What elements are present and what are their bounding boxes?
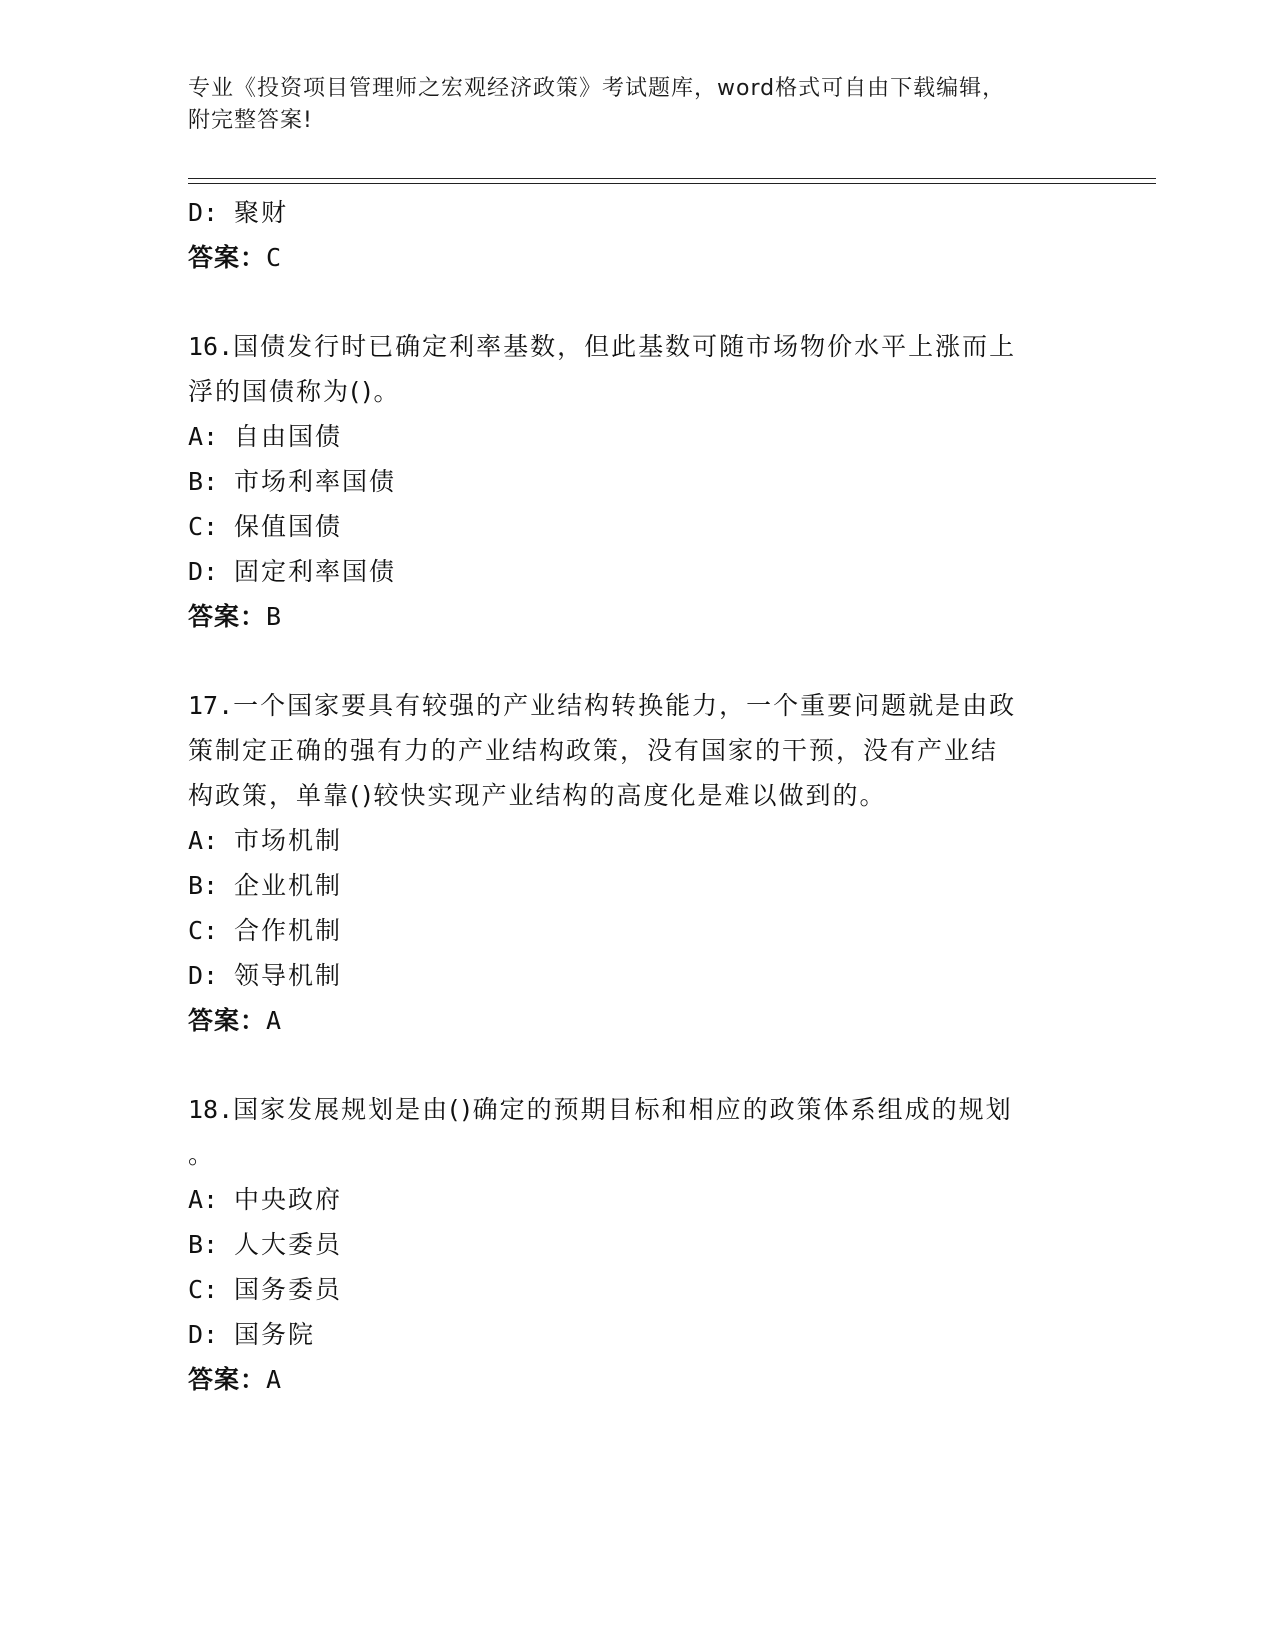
answer-value: C <box>266 243 283 272</box>
option-text: 固定利率国债 <box>234 557 397 586</box>
question-number: 18. <box>188 1095 234 1124</box>
option-text: 领导机制 <box>234 961 343 990</box>
stem-text: 。 <box>188 1140 216 1169</box>
answer-value: A <box>266 1365 283 1394</box>
option-text: 市场利率国债 <box>234 467 397 496</box>
option-letter: B: <box>188 1230 219 1259</box>
option-text: 企业机制 <box>234 871 343 900</box>
question-number: 17. <box>188 691 234 720</box>
option-d <box>188 549 1088 594</box>
question-stem-line <box>188 1087 1088 1132</box>
option-text: 国务委员 <box>234 1275 343 1304</box>
stem-text: 策制定正确的强有力的产业结构政策，没有国家的干预，没有产业结 <box>188 736 999 765</box>
answer-value: B <box>266 602 283 631</box>
question-stem-line <box>188 773 1088 818</box>
option-text: 合作机制 <box>234 916 343 945</box>
answer-line <box>188 998 1088 1043</box>
question-stem-line <box>188 728 1088 773</box>
option-d <box>188 953 1088 998</box>
option-c <box>188 504 1088 549</box>
option-text: 保值国债 <box>234 512 343 541</box>
stem-text: 国家发展规划是由()确定的预期目标和相应的政策体系组成的规划 <box>233 1095 1013 1124</box>
question-stem-line <box>188 369 1088 414</box>
stem-text: 浮的国债称为()。 <box>188 377 401 406</box>
option-a <box>188 818 1088 863</box>
option-letter: D: <box>188 961 219 990</box>
option-b <box>188 863 1088 908</box>
answer-line <box>188 235 1088 280</box>
answer-label: 答案： <box>188 1006 267 1035</box>
answer-label: 答案： <box>188 602 267 631</box>
option-letter: A: <box>188 422 219 451</box>
stem-text: 国债发行时已确定利率基数，但此基数可随市场物价水平上涨而上 <box>233 332 1017 361</box>
option-b <box>188 1222 1088 1267</box>
option-b <box>188 459 1088 504</box>
question-stem-line <box>188 324 1088 369</box>
question-16 <box>188 324 1088 639</box>
option-c <box>188 1267 1088 1312</box>
question-17 <box>188 683 1088 1043</box>
question-stem-line <box>188 1132 1088 1177</box>
option-text: 中央政府 <box>234 1185 343 1214</box>
option-c <box>188 908 1088 953</box>
option-letter: A: <box>188 1185 219 1214</box>
option-text: 国务院 <box>234 1320 316 1349</box>
question-number: 16. <box>188 332 234 361</box>
header-line-2: 附完整答案! <box>188 108 313 133</box>
stem-text: 一个国家要具有较强的产业结构转换能力，一个重要问题就是由政 <box>233 691 1017 720</box>
answer-label: 答案： <box>188 1365 267 1394</box>
option-text: 聚财 <box>234 198 289 227</box>
answer-line <box>188 1357 1088 1402</box>
question-stem-line <box>188 683 1088 728</box>
option-letter: D: <box>188 1320 219 1349</box>
question-18 <box>188 1087 1088 1402</box>
page-header <box>188 73 1068 137</box>
answer-line <box>188 594 1088 639</box>
header-rule-top <box>188 178 1156 179</box>
option-text: 市场机制 <box>234 826 343 855</box>
option-text: 自由国债 <box>234 422 343 451</box>
option-d <box>188 190 1088 235</box>
option-letter: B: <box>188 467 219 496</box>
option-letter: A: <box>188 826 219 855</box>
header-rule-bottom <box>188 183 1156 184</box>
option-d <box>188 1312 1088 1357</box>
answer-value: A <box>266 1006 283 1035</box>
stem-text: 构政策，单靠()较快实现产业结构的高度化是难以做到的。 <box>188 781 887 810</box>
option-letter: D: <box>188 557 219 586</box>
option-letter: C: <box>188 916 219 945</box>
option-a <box>188 1177 1088 1222</box>
option-letter: D: <box>188 198 219 227</box>
question-content <box>188 190 1088 1402</box>
option-letter: C: <box>188 1275 219 1304</box>
header-line-1: 专业《投资项目管理师之宏观经济政策》考试题库，word格式可自由下载编辑， <box>188 76 1006 101</box>
option-letter: C: <box>188 512 219 541</box>
option-text: 人大委员 <box>234 1230 343 1259</box>
option-letter: B: <box>188 871 219 900</box>
answer-label: 答案： <box>188 243 267 272</box>
option-a <box>188 414 1088 459</box>
